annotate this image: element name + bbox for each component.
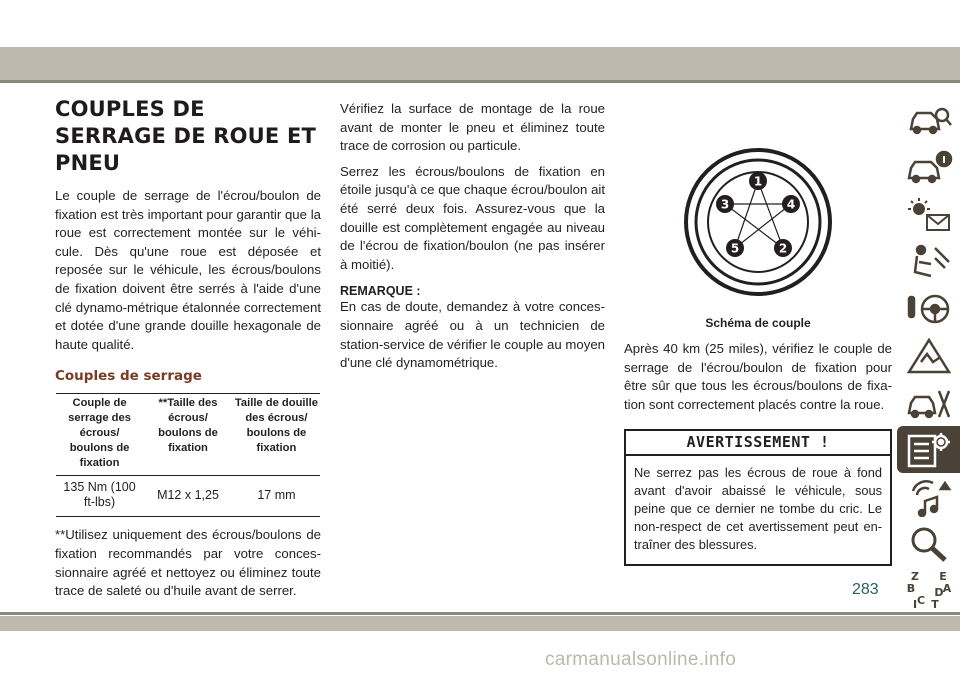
car-tools-icon [905, 383, 953, 423]
tab-steering-wheel[interactable] [897, 285, 960, 332]
nut-label: 1 [753, 174, 763, 189]
nut-label: 4 [786, 197, 796, 212]
torque-table [56, 393, 320, 517]
tab-specifications[interactable] [897, 426, 960, 473]
multimedia-icon [905, 477, 953, 517]
table-header-row [56, 394, 320, 476]
warning-title: AVERTISSEMENT ! [626, 431, 890, 456]
warning-triangle-icon [905, 336, 953, 376]
svg-text:I: I [912, 597, 917, 611]
top-band [0, 47, 960, 80]
warning-text: Ne serrez pas les écrous de roue à fond avant d'avoir abaissé le véhicule, sous peine que ce dernier ne tombe du cric. Le non-respect de cet avertissement peut en-traîner des blessures. [634, 465, 882, 553]
svg-text:A: A [942, 581, 951, 595]
tab-search[interactable] [897, 520, 960, 567]
svg-text:T: T [930, 597, 939, 611]
svg-text:B: B [906, 581, 915, 595]
remark-text: En cas de doute, demandez à votre conces-sionnaire agréé ou à un technicien de station-service de vérifier le couple au moyen d'une clé dynamométrique. [340, 299, 605, 371]
paragraph: Après 40 km (25 miles), vérifiez le couple de serrage de l'écrou/boulon de fixation pour être sûr que tous les écrous/boulons de fixa-tion sont correctement placés contre la roue. [624, 341, 892, 412]
watermark: carmanualsonline.info [545, 649, 737, 670]
svg-text:C: C [916, 593, 925, 607]
warning-box [624, 429, 892, 566]
tab-car-info[interactable] [897, 144, 960, 191]
paragraph: Serrez les écrous/boulons de fixation en étoile jusqu'à ce que chaque écrou/boulon ait été serré deux fois. Assurez-vous que la douille est complètement engagée au niveau de l'écrou de fixation/boulon (ne pas insérer à moitié). [340, 163, 605, 272]
specifications-gear-icon [905, 430, 953, 470]
wheel-nut-pattern-figure [682, 146, 834, 298]
tab-car-tools[interactable] [897, 379, 960, 426]
bottom-band [0, 616, 960, 631]
table-row [56, 476, 320, 517]
paragraph: Vérifiez la surface de montage de la roue avant de monter le pneu et éliminez toute trace de corrosion ou particule. [340, 101, 605, 154]
tab-car-search[interactable] [897, 97, 960, 144]
tab-warning-triangle[interactable] [897, 332, 960, 379]
nut-label: 5 [730, 241, 740, 256]
table-header: Taille de douille des écrous/ boulons de fixation [233, 394, 320, 476]
alphabet-index-icon [905, 570, 953, 612]
page-number: 283 [852, 581, 879, 598]
table-header: Couple de serrage des écrous/ boulons de fixation [56, 394, 143, 476]
table-header: **Taille des écrous/ boulons de fixation [143, 394, 233, 476]
table-cell: M12 x 1,25 [143, 476, 233, 517]
magnifier-icon [905, 524, 953, 564]
table-cell: 135 Nm (100 ft-lbs) [56, 476, 143, 517]
nut-label: 3 [720, 197, 730, 212]
steering-wheel-icon [905, 289, 953, 329]
diagram-caption: Schéma de couple [705, 316, 811, 330]
tab-seat-airbag[interactable] [897, 238, 960, 285]
svg-text:E: E [938, 569, 947, 583]
svg-text:D: D [933, 585, 944, 599]
section-title: COUPLES DE SERRAGE DE ROUE ET PNEU [55, 97, 317, 175]
car-search-icon [905, 101, 953, 141]
column-3 [624, 96, 892, 566]
tab-alphabet-index[interactable] [897, 567, 960, 614]
bottom-band-rule [0, 612, 960, 615]
table-cell: 17 mm [233, 476, 320, 517]
column-2 [340, 100, 605, 373]
tab-dashboard-warning[interactable] [897, 191, 960, 238]
dashboard-warning-icon [905, 195, 953, 235]
svg-text:Z: Z [910, 569, 919, 583]
tab-multimedia[interactable] [897, 473, 960, 520]
remark-label: REMARQUE : [340, 284, 421, 299]
car-info-icon [905, 148, 953, 188]
column-1 [55, 96, 321, 601]
torque-diagram [624, 96, 892, 330]
seat-airbag-icon [905, 242, 953, 282]
nut-label: 2 [778, 241, 788, 256]
intro-paragraph: Le couple de serrage de l'écrou/boulon de fixation est très important pour garantir que la roue est correctement montée sur le véhi-cule. Dès qu'une roue est déposée et reposée sur le véhicule, les écrous/boulons de fixation doivent être serrés à l'aide d'une clé dynamo-métrique étalonnée correctement et dotée d'une grande douille hexagonale de haute qualité. [55, 188, 321, 352]
table-footnote: **Utilisez uniquement des écrous/boulons de fixation recommandés par votre conces-sionnaire agréé et nettoyez ou éliminez toute trace de saleté ou d'huile avant de serrer. [55, 527, 321, 599]
subsection-title: Couples de serrage [55, 368, 202, 385]
chapter-tabs [897, 97, 960, 614]
top-band-rule [0, 80, 960, 83]
